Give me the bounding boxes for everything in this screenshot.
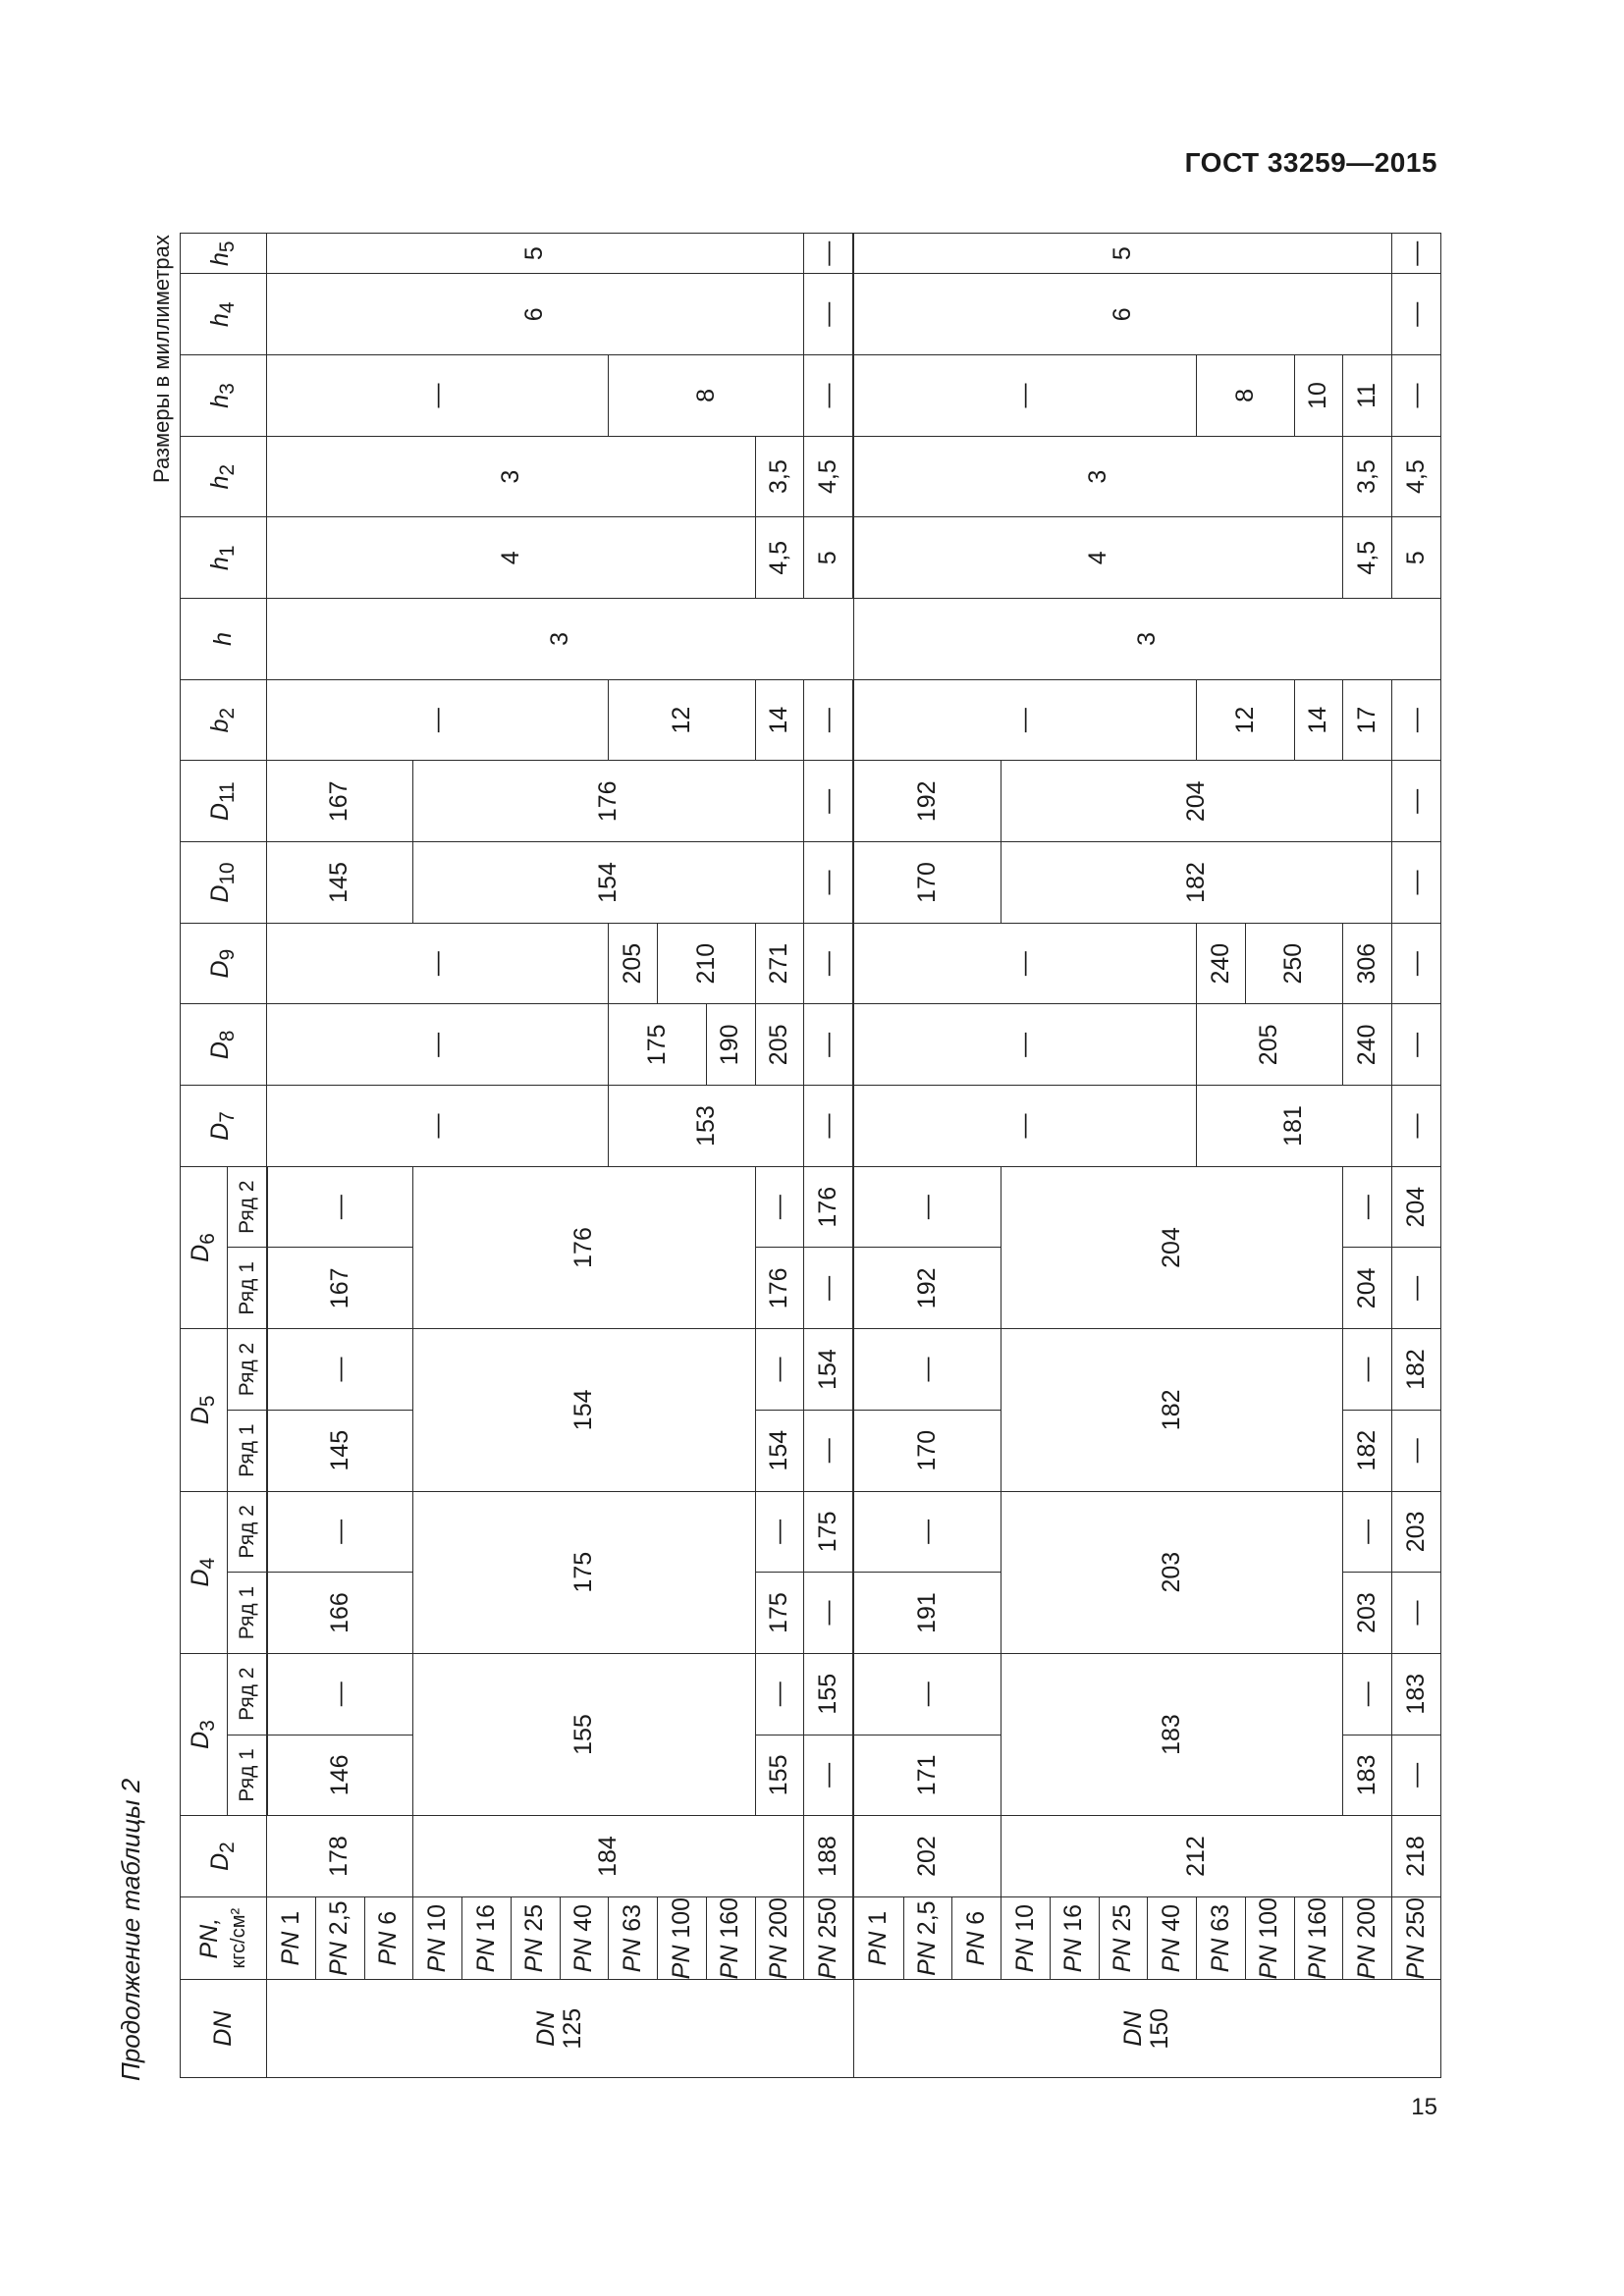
d3-row2-header: Ряд 2 bbox=[228, 1653, 267, 1735]
d4-header: $D_4$ bbox=[181, 1491, 228, 1653]
d5-r1-cell: 182 bbox=[1343, 1410, 1392, 1491]
d5-r2-cell: 182 bbox=[1392, 1329, 1441, 1411]
d5-row1-header: Ряд 1 bbox=[228, 1410, 267, 1491]
h5-cell: — bbox=[1392, 234, 1441, 274]
d4-row2-header: Ряд 2 bbox=[228, 1491, 267, 1573]
d7-cell: 153 bbox=[609, 1086, 804, 1167]
dn-150-cell: DN 150 bbox=[853, 1980, 1440, 2078]
d6-row1-header: Ряд 1 bbox=[228, 1248, 267, 1329]
d5-cell: 154 bbox=[413, 1329, 755, 1491]
table-row bbox=[267, 234, 316, 2078]
d9-cell: — bbox=[804, 923, 854, 1004]
d4-r2-cell: — bbox=[755, 1491, 804, 1573]
d11-cell: 176 bbox=[413, 761, 804, 842]
b2-cell: — bbox=[267, 679, 609, 761]
d9-cell: 205 bbox=[609, 923, 658, 1004]
h2-cell: 4,5 bbox=[804, 436, 854, 517]
pn-cell: PN 160 bbox=[706, 1896, 755, 1980]
pn-cell: PN 40 bbox=[1148, 1896, 1197, 1980]
d11-cell: — bbox=[1392, 761, 1441, 842]
d2-cell: 188 bbox=[804, 1816, 854, 1897]
d6-r1-cell: 192 bbox=[853, 1248, 1001, 1329]
d10-cell: — bbox=[804, 842, 854, 924]
h5-cell: 5 bbox=[853, 234, 1391, 274]
h4-cell: 6 bbox=[267, 274, 804, 355]
h2-cell: 4,5 bbox=[1392, 436, 1441, 517]
d4-row1-header: Ряд 1 bbox=[228, 1573, 267, 1654]
pn-cell: PN 25 bbox=[511, 1896, 560, 1980]
d8-cell: 205 bbox=[755, 1004, 804, 1086]
d8-cell: 205 bbox=[1197, 1004, 1343, 1086]
table-row bbox=[804, 234, 854, 2078]
d4-r2-cell: — bbox=[1343, 1491, 1392, 1573]
d5-header: $D_5$ bbox=[181, 1329, 228, 1491]
d3-r2-cell: — bbox=[755, 1653, 804, 1735]
d4-r2-cell: — bbox=[267, 1491, 413, 1573]
dn-header: DN bbox=[181, 1980, 267, 2078]
d4-r1-cell: 166 bbox=[267, 1573, 413, 1654]
pn-cell: PN 200 bbox=[1343, 1896, 1392, 1980]
h3-header: $h_3$ bbox=[181, 355, 267, 437]
pn-header: PN, кгс/см² bbox=[181, 1896, 267, 1980]
h-cell: 3 bbox=[267, 599, 854, 680]
h1-cell: 4 bbox=[267, 517, 756, 599]
d6-r1-cell: 204 bbox=[1343, 1248, 1392, 1329]
dn-125-cell: DN 125 bbox=[267, 1980, 854, 2078]
d9-cell: 210 bbox=[658, 923, 756, 1004]
pn-cell: PN 63 bbox=[609, 1896, 658, 1980]
d4-r1-cell: 175 bbox=[755, 1573, 804, 1654]
d11-header: $D_{11}$ bbox=[181, 761, 267, 842]
d4-r1-cell: 191 bbox=[853, 1573, 1001, 1654]
d7-cell: — bbox=[804, 1086, 854, 1167]
pn-cell: PN 2,5 bbox=[315, 1896, 364, 1980]
d9-cell: — bbox=[853, 923, 1196, 1004]
pn-cell: PN 10 bbox=[413, 1896, 462, 1980]
h5-cell: — bbox=[804, 234, 854, 274]
pn-cell: PN 1 bbox=[853, 1896, 903, 1980]
h5-header: $h_5$ bbox=[181, 234, 267, 274]
d3-row1-header: Ряд 1 bbox=[228, 1735, 267, 1816]
d5-r2-cell: 154 bbox=[804, 1329, 854, 1411]
pn-cell: PN 160 bbox=[1294, 1896, 1343, 1980]
d3-r1-cell: 155 bbox=[755, 1735, 804, 1816]
d11-cell: 167 bbox=[267, 761, 413, 842]
b2-cell: — bbox=[804, 679, 854, 761]
b2-cell: 12 bbox=[1197, 679, 1295, 761]
pn-cell: PN 16 bbox=[1050, 1896, 1099, 1980]
d4-cell: 175 bbox=[413, 1491, 755, 1653]
page-number: 15 bbox=[1411, 2094, 1437, 2120]
d9-cell: — bbox=[267, 923, 609, 1004]
d2-header: $D_2$ bbox=[181, 1816, 267, 1897]
h4-cell: — bbox=[1392, 274, 1441, 355]
d3-r2-cell: — bbox=[267, 1653, 413, 1735]
pn-cell: PN 6 bbox=[364, 1896, 413, 1980]
d4-r1-cell: 203 bbox=[1343, 1573, 1392, 1654]
b2-cell: — bbox=[1392, 679, 1441, 761]
pn-cell: PN 25 bbox=[1099, 1896, 1148, 1980]
d6-header: $D_6$ bbox=[181, 1166, 228, 1328]
document-code: ГОСТ 33259—2015 bbox=[1184, 147, 1437, 178]
table-2-continuation bbox=[180, 233, 1441, 2078]
b2-cell: 14 bbox=[755, 679, 804, 761]
d5-r1-cell: — bbox=[1392, 1410, 1441, 1491]
b2-cell: 17 bbox=[1343, 679, 1392, 761]
d9-cell: 250 bbox=[1245, 923, 1343, 1004]
h1-cell: 5 bbox=[1392, 517, 1441, 599]
d11-cell: 204 bbox=[1001, 761, 1392, 842]
h3-cell: 8 bbox=[609, 355, 804, 437]
h-cell: 3 bbox=[853, 599, 1440, 680]
d10-cell: 145 bbox=[267, 842, 413, 924]
h3-cell: — bbox=[267, 355, 609, 437]
d6-cell: 204 bbox=[1001, 1166, 1343, 1328]
d3-r2-cell: — bbox=[853, 1653, 1001, 1735]
d8-cell: — bbox=[853, 1004, 1196, 1086]
d6-r2-cell: — bbox=[267, 1166, 413, 1248]
d5-r1-cell: — bbox=[804, 1410, 854, 1491]
b2-cell: 12 bbox=[609, 679, 755, 761]
h2-cell: 3,5 bbox=[755, 436, 804, 517]
d10-cell: 182 bbox=[1001, 842, 1392, 924]
pn-cell: PN 250 bbox=[1392, 1896, 1441, 1980]
d11-cell: — bbox=[804, 761, 854, 842]
pn-cell: PN 10 bbox=[1001, 1896, 1051, 1980]
h3-cell: — bbox=[804, 355, 854, 437]
d5-r1-cell: 170 bbox=[853, 1410, 1001, 1491]
d5-r2-cell: — bbox=[267, 1329, 413, 1411]
h1-cell: 4,5 bbox=[755, 517, 804, 599]
d11-cell: 192 bbox=[853, 761, 1001, 842]
h3-cell: — bbox=[853, 355, 1196, 437]
header-row bbox=[181, 234, 228, 2078]
d6-r1-cell: — bbox=[804, 1248, 854, 1329]
h3-cell: 8 bbox=[1197, 355, 1295, 437]
pn-cell: PN 1 bbox=[267, 1896, 316, 1980]
d2-cell: 184 bbox=[413, 1816, 804, 1897]
b2-cell: — bbox=[853, 679, 1196, 761]
d8-cell: — bbox=[267, 1004, 609, 1086]
d6-r1-cell: 176 bbox=[755, 1248, 804, 1329]
d5-r1-cell: 154 bbox=[755, 1410, 804, 1491]
d8-cell: — bbox=[804, 1004, 854, 1086]
h1-header: $h_1$ bbox=[181, 517, 267, 599]
h1-cell: 4 bbox=[853, 517, 1342, 599]
pn-cell: PN 100 bbox=[658, 1896, 707, 1980]
table-caption: Продолжение таблицы 2 bbox=[116, 1778, 145, 2081]
d3-r1-cell: 183 bbox=[1343, 1735, 1392, 1816]
h4-header: $h_4$ bbox=[181, 274, 267, 355]
d7-cell: — bbox=[267, 1086, 609, 1167]
d5-r2-cell: — bbox=[1343, 1329, 1392, 1411]
d7-header: $D_7$ bbox=[181, 1086, 267, 1167]
pn-cell: PN 16 bbox=[462, 1896, 512, 1980]
h2-header: $h_2$ bbox=[181, 436, 267, 517]
d8-cell: — bbox=[1392, 1004, 1441, 1086]
d3-cell: 183 bbox=[1001, 1653, 1343, 1815]
d6-r2-cell: — bbox=[1343, 1166, 1392, 1248]
d3-r2-cell: 183 bbox=[1392, 1653, 1441, 1735]
h3-cell: 11 bbox=[1343, 355, 1392, 437]
pn-cell: PN 2,5 bbox=[903, 1896, 952, 1980]
d9-header: $D_9$ bbox=[181, 923, 267, 1004]
d6-r2-cell: — bbox=[853, 1166, 1001, 1248]
h1-cell: 5 bbox=[804, 517, 854, 599]
d2-cell: 202 bbox=[853, 1816, 1001, 1897]
d10-cell: 154 bbox=[413, 842, 804, 924]
d4-r1-cell: — bbox=[1392, 1573, 1441, 1654]
d4-r2-cell: 175 bbox=[804, 1491, 854, 1573]
d5-cell: 182 bbox=[1001, 1329, 1343, 1491]
d5-r2-cell: — bbox=[853, 1329, 1001, 1411]
d8-cell: 240 bbox=[1343, 1004, 1392, 1086]
d3-r1-cell: — bbox=[804, 1735, 854, 1816]
d2-cell: 218 bbox=[1392, 1816, 1441, 1897]
d9-cell: 306 bbox=[1343, 923, 1392, 1004]
pn-cell: PN 200 bbox=[755, 1896, 804, 1980]
d4-cell: 203 bbox=[1001, 1491, 1343, 1653]
d7-cell: — bbox=[853, 1086, 1196, 1167]
d4-r2-cell: 203 bbox=[1392, 1491, 1441, 1573]
d6-r2-cell: 204 bbox=[1392, 1166, 1441, 1248]
d6-r2-cell: — bbox=[755, 1166, 804, 1248]
pn-cell: PN 40 bbox=[560, 1896, 609, 1980]
b2-header: $b_2$ bbox=[181, 679, 267, 761]
d6-cell: 176 bbox=[413, 1166, 755, 1328]
dimensions-table bbox=[180, 233, 1441, 2078]
d9-cell: — bbox=[1392, 923, 1441, 1004]
h2-cell: 3 bbox=[853, 436, 1342, 517]
h-header: h bbox=[181, 599, 267, 680]
d4-r1-cell: — bbox=[804, 1573, 854, 1654]
d8-cell: 190 bbox=[706, 1004, 755, 1086]
d10-header: $D_{10}$ bbox=[181, 842, 267, 924]
table-row bbox=[1392, 234, 1441, 2078]
d10-cell: — bbox=[1392, 842, 1441, 924]
d3-header: $D_3$ bbox=[181, 1653, 228, 1815]
d5-row2-header: Ряд 2 bbox=[228, 1329, 267, 1411]
d8-cell: 175 bbox=[609, 1004, 707, 1086]
d8-header: $D_8$ bbox=[181, 1004, 267, 1086]
b2-cell: 14 bbox=[1294, 679, 1343, 761]
d5-r1-cell: 145 bbox=[267, 1410, 413, 1491]
h2-cell: 3,5 bbox=[1343, 436, 1392, 517]
d10-cell: 170 bbox=[853, 842, 1001, 924]
d3-r2-cell: — bbox=[1343, 1653, 1392, 1735]
d6-r1-cell: 167 bbox=[267, 1248, 413, 1329]
d3-r1-cell: 146 bbox=[267, 1735, 413, 1816]
h5-cell: 5 bbox=[267, 234, 804, 274]
d2-cell: 178 bbox=[267, 1816, 413, 1897]
d3-r1-cell: — bbox=[1392, 1735, 1441, 1816]
d2-cell: 212 bbox=[1001, 1816, 1392, 1897]
d9-cell: 271 bbox=[755, 923, 804, 1004]
pn-cell: PN 6 bbox=[952, 1896, 1001, 1980]
d7-cell: — bbox=[1392, 1086, 1441, 1167]
units-note: Размеры в миллиметрах bbox=[149, 235, 174, 483]
d6-r1-cell: — bbox=[1392, 1248, 1441, 1329]
h3-cell: — bbox=[1392, 355, 1441, 437]
d6-r2-cell: 176 bbox=[804, 1166, 854, 1248]
d3-r1-cell: 171 bbox=[853, 1735, 1001, 1816]
d3-cell: 155 bbox=[413, 1653, 755, 1815]
d6-row2-header: Ряд 2 bbox=[228, 1166, 267, 1248]
h1-cell: 4,5 bbox=[1343, 517, 1392, 599]
d9-cell: 240 bbox=[1197, 923, 1246, 1004]
pn-cell: PN 63 bbox=[1197, 1896, 1246, 1980]
pn-cell: PN 100 bbox=[1245, 1896, 1294, 1980]
table-row bbox=[853, 234, 903, 2078]
d5-r2-cell: — bbox=[755, 1329, 804, 1411]
d3-r2-cell: 155 bbox=[804, 1653, 854, 1735]
d4-r2-cell: — bbox=[853, 1491, 1001, 1573]
d7-cell: 181 bbox=[1197, 1086, 1392, 1167]
h4-cell: 6 bbox=[853, 274, 1391, 355]
pn-cell: PN 250 bbox=[804, 1896, 854, 1980]
h2-cell: 3 bbox=[267, 436, 756, 517]
h3-cell: 10 bbox=[1294, 355, 1343, 437]
h4-cell: — bbox=[804, 274, 854, 355]
